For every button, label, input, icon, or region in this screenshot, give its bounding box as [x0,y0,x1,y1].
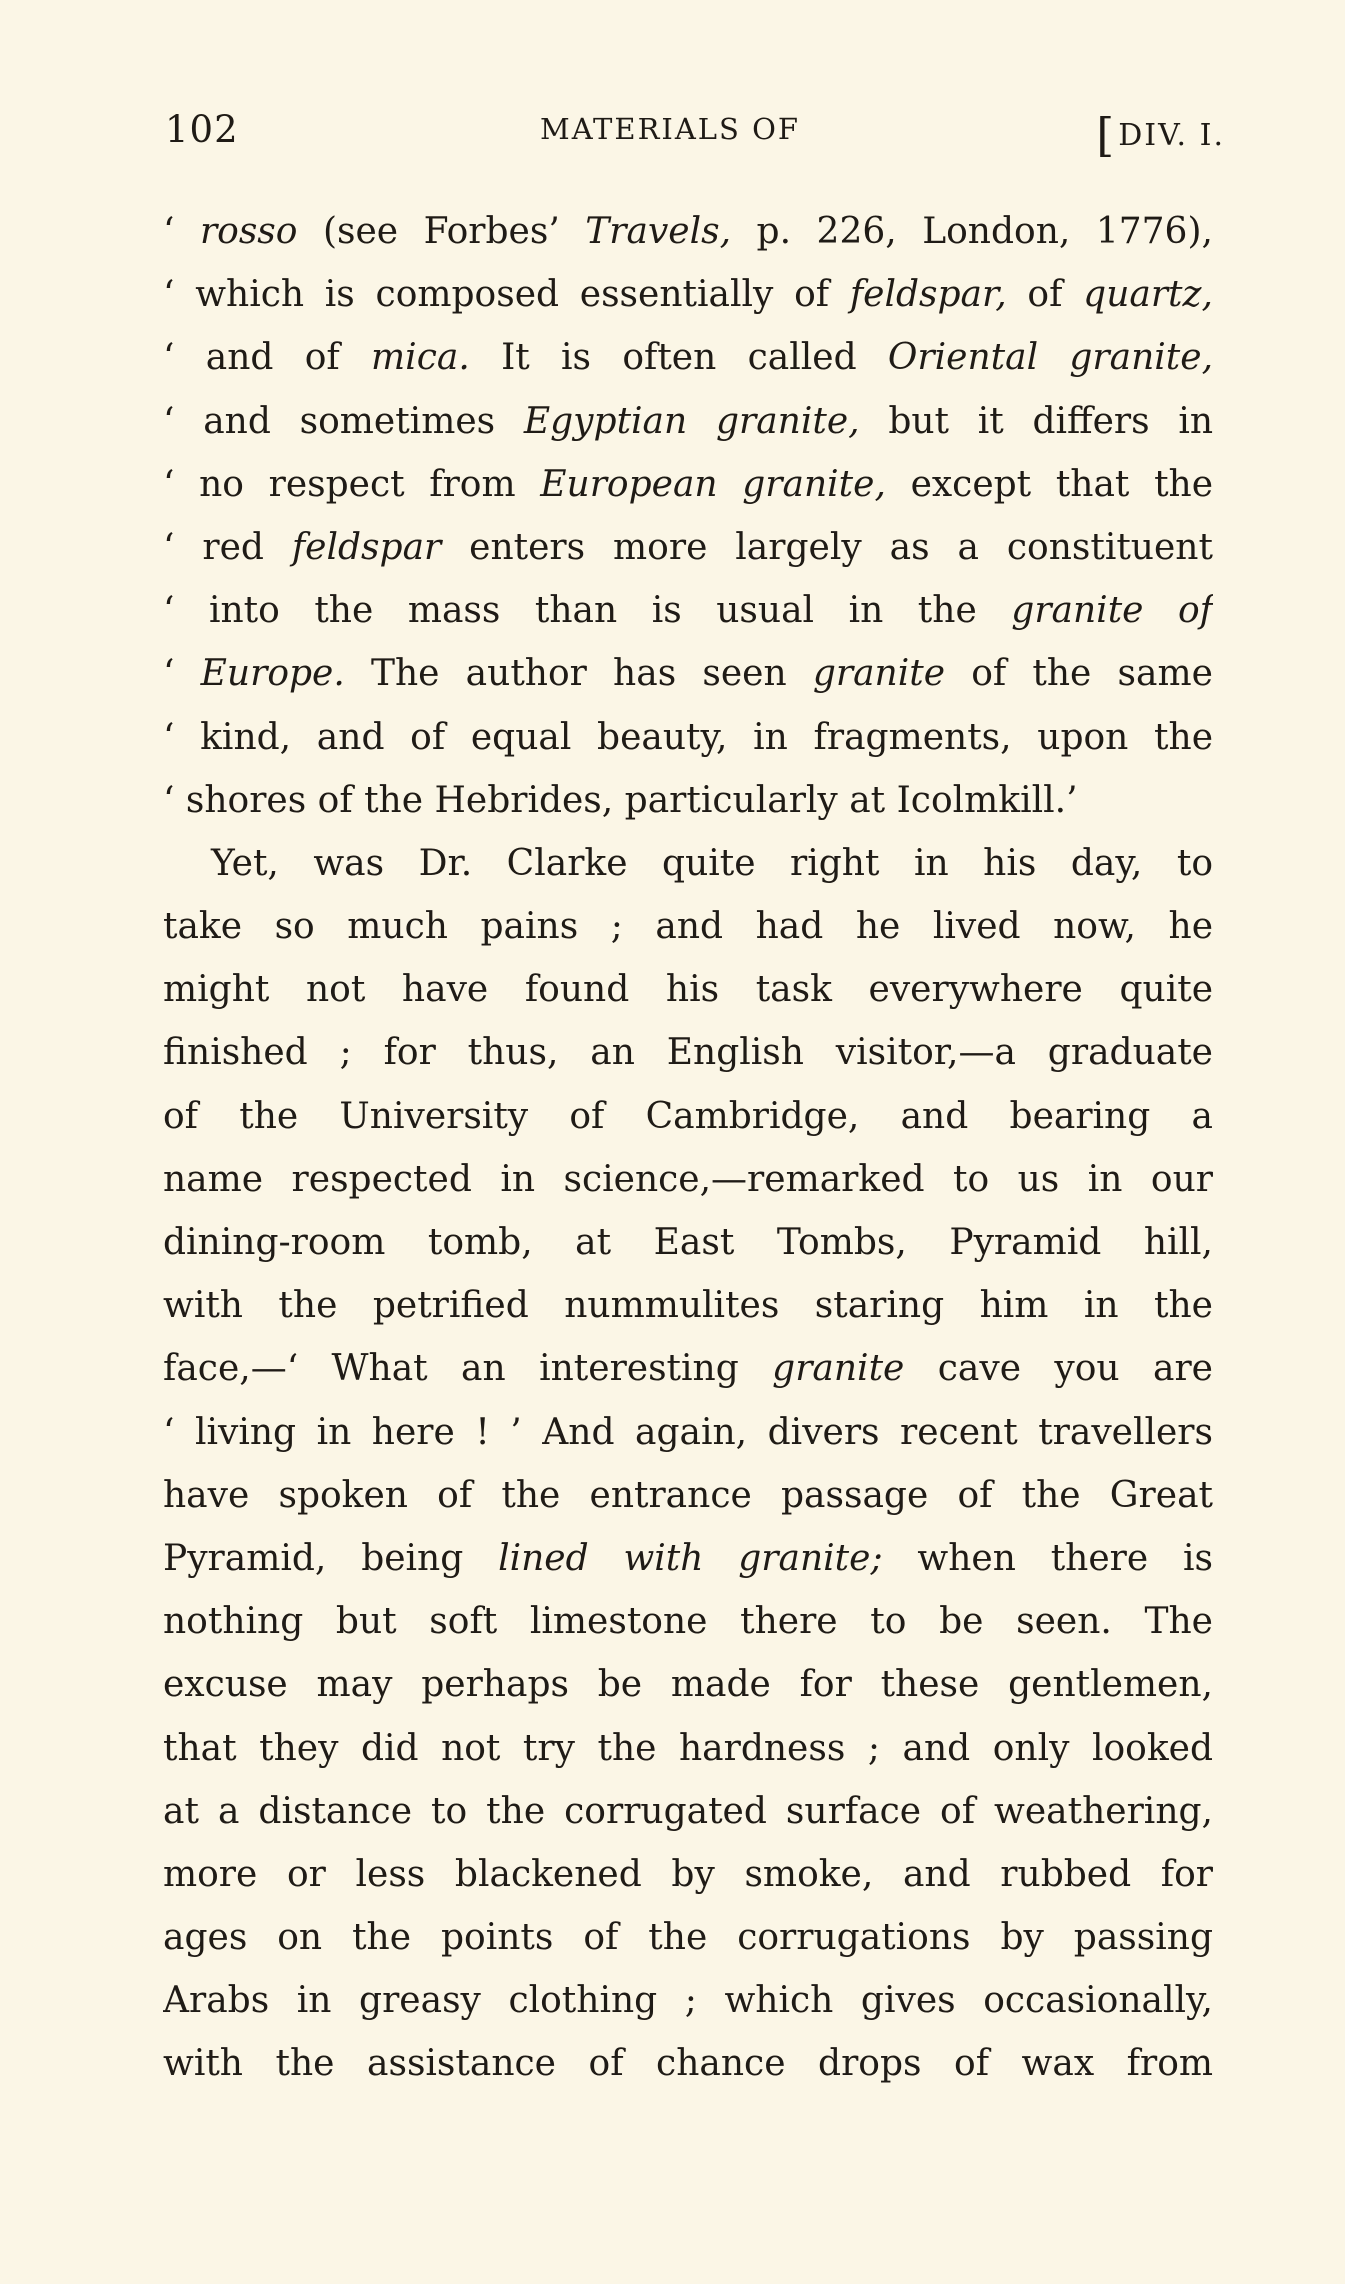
division-label: DIV. I. [1118,118,1225,153]
division-bracket: [ [1096,108,1117,162]
text-line: more or less blackened by smoke, and rubbed for [163,1853,1213,1895]
italic-word: feldspar, [849,274,1007,316]
italic-word: feldspar [291,526,442,568]
italic-word: granite [812,653,946,695]
text-line: ‘ and sometimes Egyptian granite, but it differs in [163,400,1213,442]
text-line: have spoken of the entrance passage of the Great [163,1474,1213,1516]
text-line: at a distance to the corrugated surface of weathering, [163,1790,1213,1832]
text-line: of the University of Cambridge, and bearing a [163,1095,1213,1137]
text-line: excuse may perhaps be made for these gentlemen, [163,1664,1213,1706]
paragraph-start-line: Yet, was Dr. Clarke quite right in his day, to [211,842,1213,884]
text-line: ‘ and of mica. It is often called Oriental granite, [163,337,1213,379]
text-line: ‘ shores of the Hebrides, particularly at Icolmkill.’ [163,779,1078,821]
text-line: ‘ rosso (see Forbes’ Travels, p. 226, London, 1776), [163,211,1213,252]
italic-word: lined [498,1537,589,1579]
text-line: finished ; for thus, an English visitor,—a graduate [163,1032,1213,1074]
text-line: nothing but soft limestone there to be seen. The [163,1601,1213,1643]
text-line: ‘ no respect from European granite, except that the [163,463,1213,505]
page-number: 102 [165,108,239,151]
italic-word: of [1177,590,1213,632]
text-line: ‘ Europe. The author has seen granite of the same [163,653,1213,695]
italic-word: Travels, [585,211,732,252]
italic-word: Europe. [200,653,345,695]
running-head [165,108,1225,162]
text-line: Arabs in greasy clothing ; which gives occasionally, [163,1980,1213,2022]
text-line: ‘ which is composed essentially of feldspar, of quartz, [163,274,1213,316]
italic-word: Oriental [887,337,1039,379]
body-text [163,200,1213,2096]
text-line: ‘ living in here ! ’ And again, divers recent travellers [163,1411,1213,1453]
text-line: with the petrified nummulites staring him in the [163,1285,1213,1327]
text-line: might not have found his task everywhere quite [163,969,1213,1011]
text-line: take so much pains ; and had he lived now, he [163,906,1213,948]
italic-word: rosso [199,211,298,252]
italic-word: European [540,463,718,505]
text-line: that they did not try the hardness ; and only looked [163,1727,1213,1769]
italic-word: quartz, [1083,274,1213,316]
text-line: dining-room tomb, at East Tombs, Pyramid hill, [163,1222,1213,1263]
italic-word: with [623,1537,704,1579]
italic-word: mica. [371,337,470,379]
italic-word: granite, [1069,337,1213,379]
division-marker [1096,108,1225,162]
running-title: MATERIALS OF [540,112,801,146]
text-line: ages on the points of the corrugations by passing [163,1917,1213,1959]
text-line: with the assistance of chance drops of wax from [163,2043,1213,2085]
text-line: Pyramid, being lined with granite; when there is [163,1537,1213,1579]
italic-word: granite, [715,400,860,442]
italic-word: Egyptian [523,400,688,442]
text-line: ‘ kind, and of equal beauty, in fragments, upon the [163,716,1213,758]
italic-word: granite; [738,1537,883,1579]
text-line: ‘ red feldspar enters more largely as a constituent [163,526,1213,568]
italic-word: granite [1011,590,1144,632]
text-line: name respected in science,—remarked to us in our [163,1158,1213,1200]
italic-word: granite, [742,463,886,505]
text-line: ‘ into the mass than is usual in the granite of [163,590,1213,632]
text-line: face,—‘ What an interesting granite cave you are [163,1348,1213,1390]
italic-word: granite [772,1348,905,1390]
